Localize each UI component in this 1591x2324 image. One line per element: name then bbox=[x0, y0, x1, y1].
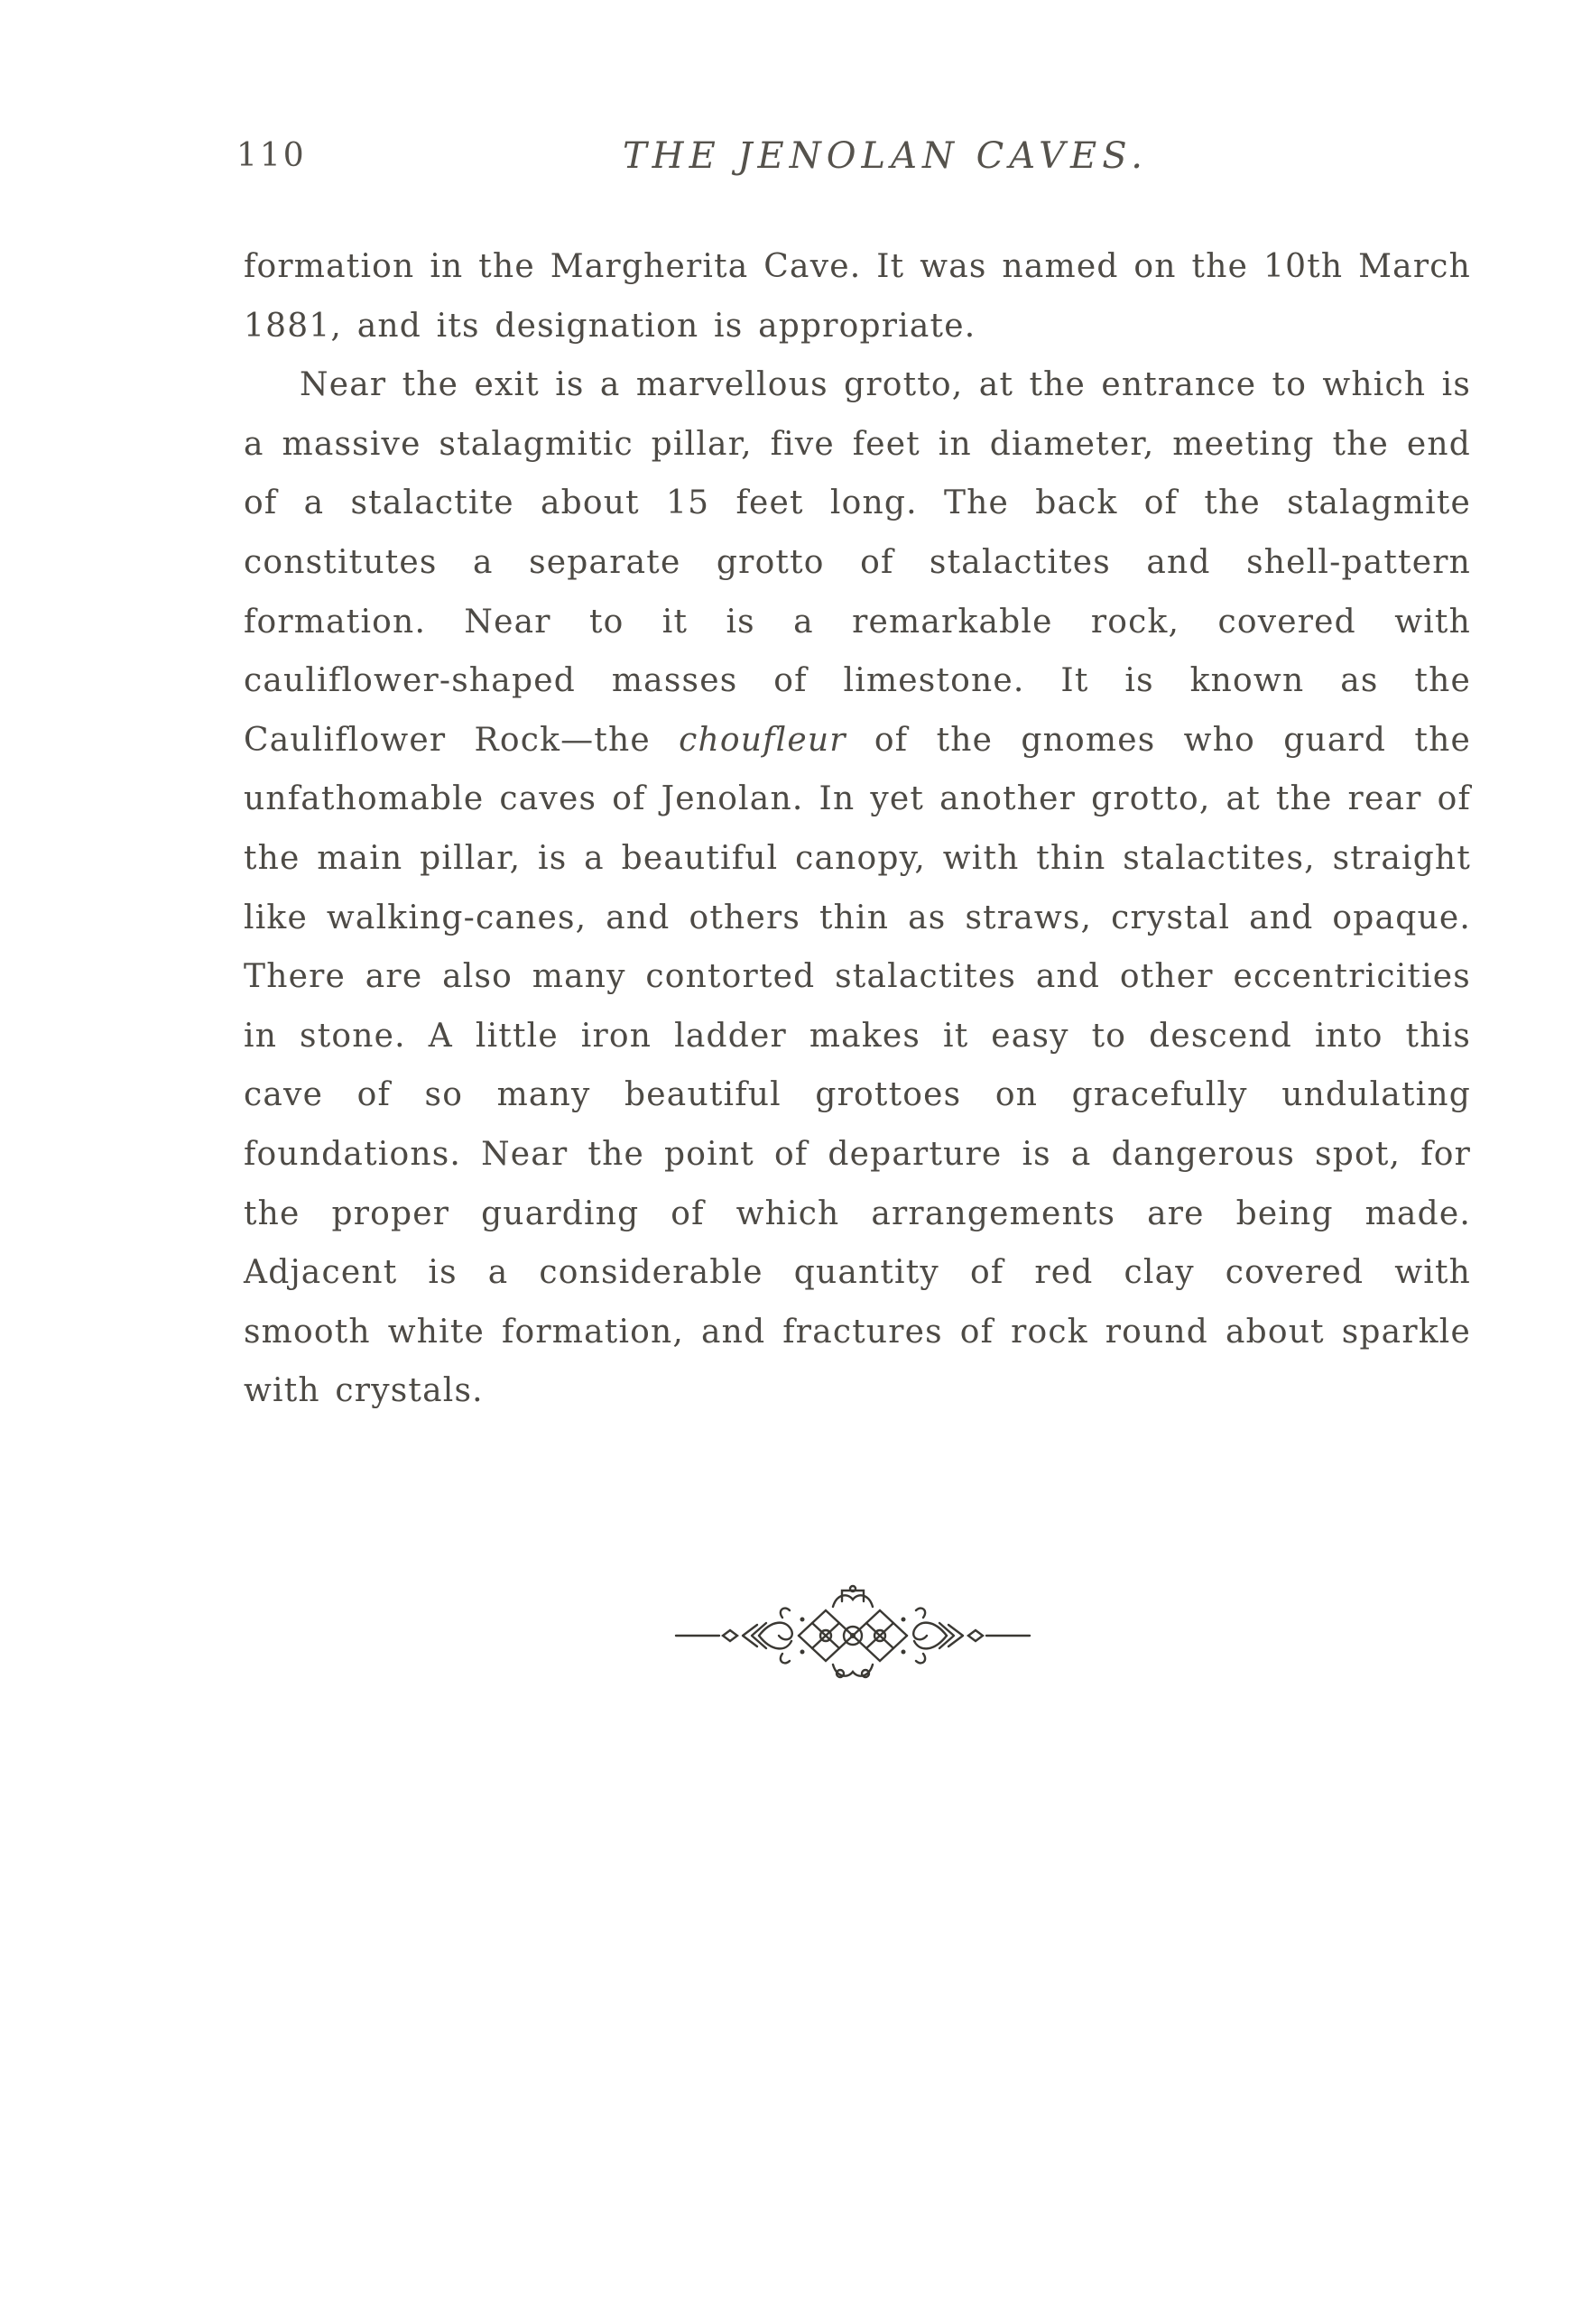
paragraph-1-text: formation in the Margherita Cave. It was named on the 10th March 1881, and its designation is appropriate. bbox=[244, 248, 1471, 345]
italic-term: choufleur bbox=[679, 721, 846, 759]
running-title: THE JENOLAN CAVES. bbox=[623, 135, 1148, 177]
page-number: 110 bbox=[236, 137, 307, 174]
body-text bbox=[244, 237, 1471, 1421]
paragraph-2-text-end: of the gnomes who guard the unfathomable caves of Jenolan. In yet another grotto, at the rear of the main pillar, is a beautiful canopy, with thin stalactites, straight like walking-canes, and others thin as straws, crystal and opaque. There are also many contorted stalactites and other eccentricities in stone. A little iron ladder makes it easy to descend into this cave of so many beautiful grottoes on gracefully undulating foundations. Near the point of departure is a dangerous spot, for the proper guarding of which arrangements are being made. Adjacent is a considerable quantity of red clay covered with smooth white formation, and fractures of rock round about sparkle with crystals. bbox=[244, 721, 1471, 1410]
tailpiece-ornament-icon bbox=[672, 1583, 1033, 1683]
paragraph-1 bbox=[244, 237, 1471, 355]
paragraph-2 bbox=[244, 355, 1471, 1421]
paragraph-2-text-start: Near the exit is a marvellous grotto, at the entrance to which is a massive stalagmitic pillar, five feet in diameter, meeting the end of a stalactite about 15 feet long. The back of the stalagmite constitutes a separate grotto of stalactites and shell-pattern formation. Near to it is a remarkable rock, covered with cauliflower-shaped masses of limestone. It is known as the Cauliflower Rock—the bbox=[244, 366, 1471, 759]
